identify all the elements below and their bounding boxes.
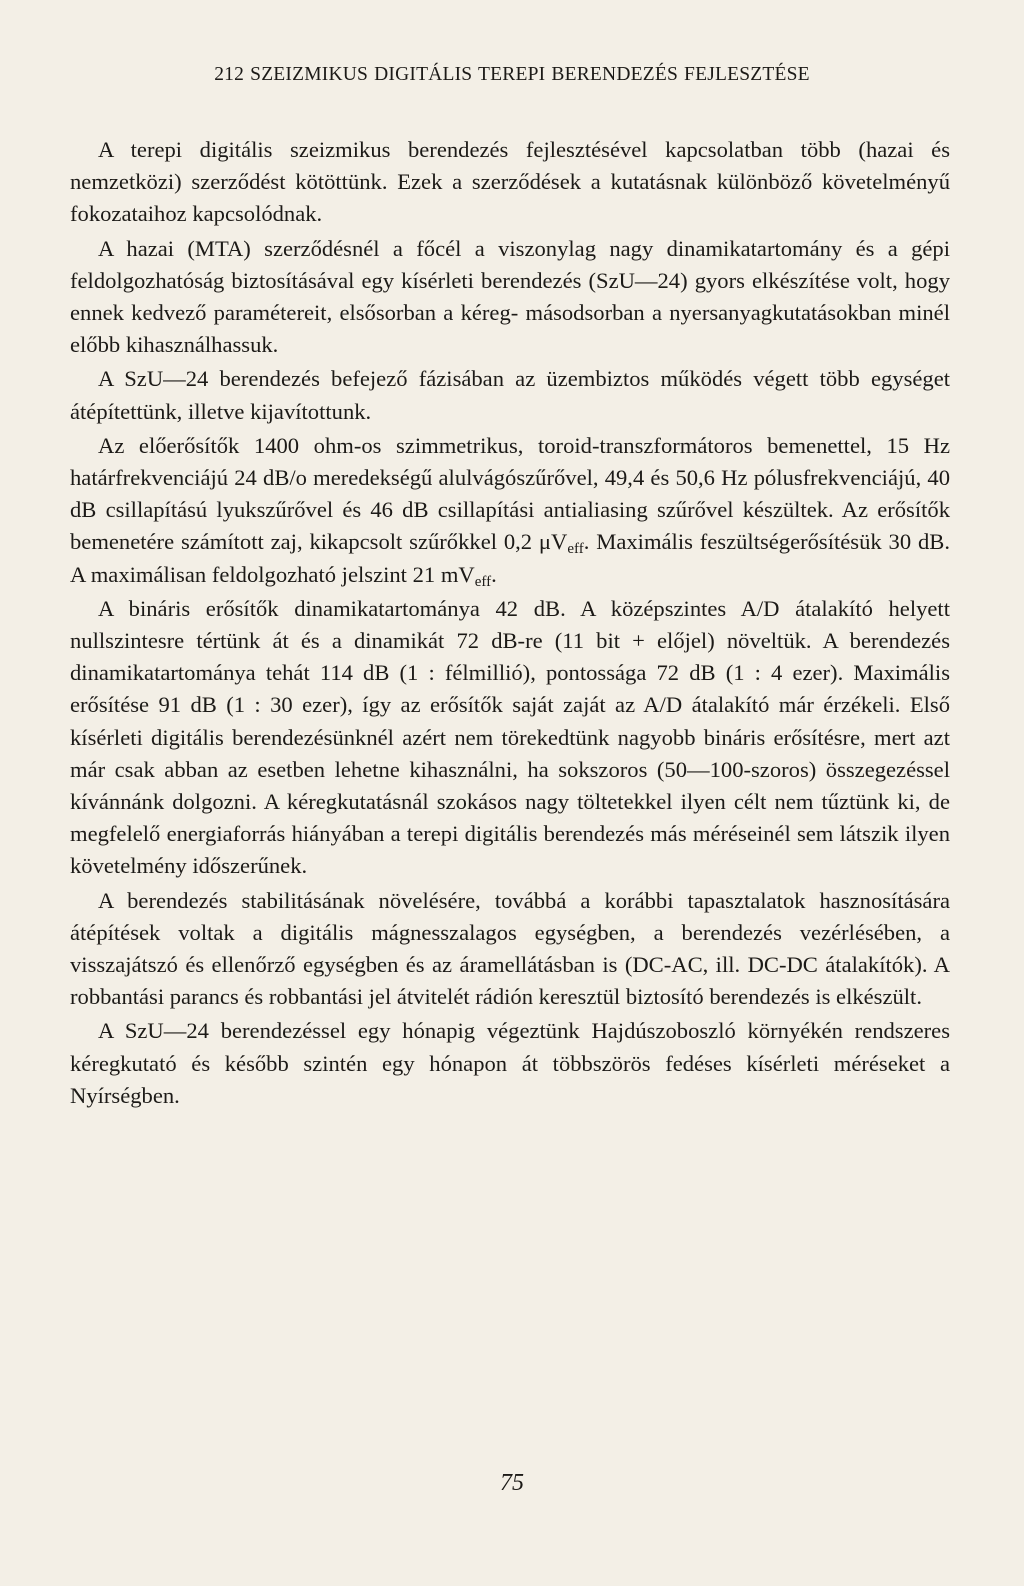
paragraph-4 — [70, 430, 950, 591]
body-text — [70, 134, 950, 1114]
subscript-eff-2: eff — [474, 573, 492, 590]
paragraph-3: A SzU—24 berendezés befejező fázisában az üzembiztos működés végett több egységet átépítettünk, illetve kijavítottunk. — [70, 366, 950, 424]
paragraph-4-part-3: . — [491, 561, 497, 587]
paragraph-2: A hazai (MTA) szerződésnél a főcél a viszonylag nagy dinamikatartomány és a gépi feldolgozhatóság biztosításával egy kísérleti berendezés (SzU—24) gyors elkészítése volt, hogy ennek kedvező paramétereit, elsősorban a kéreg- másodsorban a nyersanyagkutatásokban minél előbb kihasználhassuk. — [70, 235, 950, 358]
page-number: 75 — [500, 1470, 524, 1496]
paragraph-4-part-1: Az előerősítők 1400 ohm-os szimmetrikus, toroid-transzformátoros bemenettel, 15 Hz határfrekvenciájú 24 dB/o meredekségű alulvágószűrővel, 49,4 és 50,6 Hz pólusfrekvenciájú, 40 dB csillapítású lyukszűrővel és 46 dB csillapítási antialiasing szűrővel készültek. Az erősítők bemenetére számított zaj, kikapcsolt szűrőkkel 0,2 μV — [70, 432, 950, 555]
paragraph-6: A berendezés stabilitásának növelésére, továbbá a korábbi tapasztalatok hasznosítására átépítések voltak a digitális mágnesszalagos egységben, a berendezés vezérlésében, a visszajátszó és ellenőrző egységben és az áramellátásban is (DC-AC, ill. DC-DC átalakítók). A robbantási parancs és robbantási jel átvitelét rádión keresztül biztosító berendezés is elkészült. — [70, 887, 950, 1010]
paragraph-5: A bináris erősítők dinamikatartománya 42 dB. A középszintes A/D átalakító helyett nullszintesre tértünk át és a dinamikát 72 dB-re (11 bit + előjel) növeltük. A berendezés dinamikatartománya tehát 114 dB (1 : félmillió), pontossága 72 dB (1 : 4 ezer). Maximális erősítése 91 dB (1 : 30 ezer), így az erősítők saját zaját az A/D átalakító már érzékeli. Első kísérleti digitális berendezésünknél azért nem törekedtünk nagyobb bináris erősítésre, mert azt már csak abban az esetben lehetne kihasználni, ha sokszoros (50—100-szoros) összegezéssel kívánnánk dolgozni. A kéregkutatásnál szokásos nagy töltetekkel ilyen célt nem tűztünk ki, de megfelelő energiaforrás hiányában a terepi digitális berendezés más méréseinél sem látszik ilyen követelmény időszerűnek. — [70, 595, 950, 879]
paragraph-4-part-2: . Maximális feszültségerősítésük 30 dB. A maximálisan feldolgozható jelszint 21 mV — [70, 529, 950, 587]
paragraph-7: A SzU—24 berendezéssel egy hónapig végeztünk Hajdúszoboszló környékén rendszeres kéregkutató és később szintén egy hónapon át többszörös fedéses kísérleti méréseket a Nyírségben. — [70, 1018, 950, 1108]
running-title: 212 SZEIZMIKUS DIGITÁLIS TEREPI BERENDEZÉS FEJLESZTÉSE — [214, 64, 810, 85]
paragraph-1: A terepi digitális szeizmikus berendezés fejlesztésével kapcsolatban több (hazai és nemzetközi) szerződést kötöttünk. Ezek a szerződések a kutatásnak különböző követelményű fokozataihoz kapcsolódnak. — [70, 137, 950, 227]
subscript-eff-1: eff — [567, 541, 584, 558]
